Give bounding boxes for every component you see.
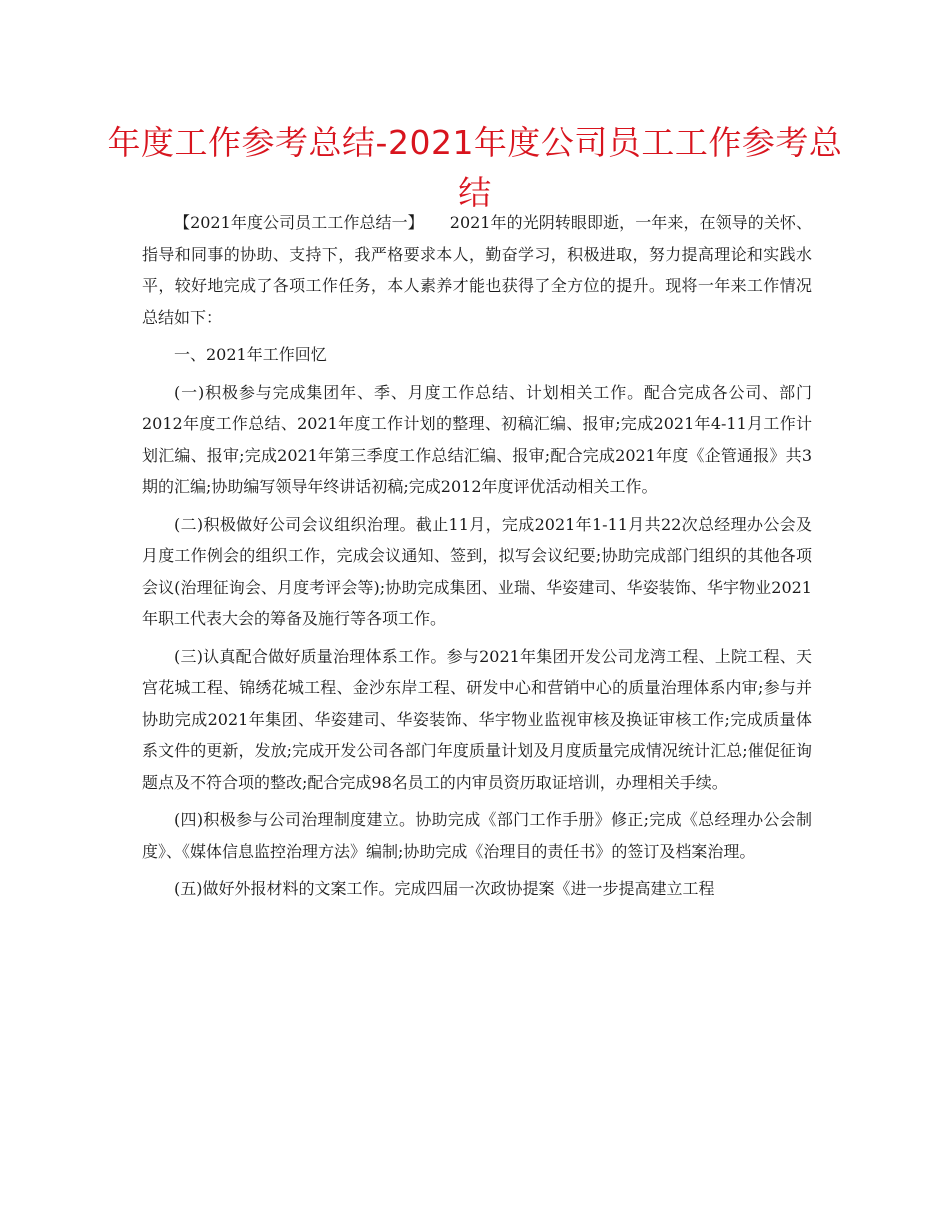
- paragraph-item-1: (一)积极参与完成集团年、季、月度工作总结、计划相关工作。配合完成各公司、部门2012年度工作总结、2021年度工作计划的整理、初稿汇编、报审;完成2021年4-11月工作计划汇编、报审;完成2021年第三季度工作总结汇编、报审;配合完成2021年度《企管通报》共3期的汇编;协助编写领导年终讲话初稿;完成2012年度评优活动相关工作。: [142, 382, 812, 496]
- document-title: 年度工作参考总结-2021年度公司员工工作参考总结: [107, 123, 843, 212]
- paragraph-item-3: (三)认真配合做好质量治理体系工作。参与2021年集团开发公司龙湾工程、上院工程、天宫花城工程、锦绣花城工程、金沙东岸工程、研发中心和营销中心的质量治理体系内审;参与并协助完成2021年集团、华姿建司、华姿装饰、华宇物业监视审核及换证审核工作;完成质量体系文件的更新，发放;完成开发公司各部门年度质量计划及月度质量完成情况统计汇总;催促征询题点及不符合项的整改;配合完成98名员工的内审员资历取证培训，办理相关手续。: [142, 646, 812, 792]
- paragraph-item-5: (五)做好外报材料的文案工作。完成四届一次政协提案《进一步提高建立工程: [174, 879, 715, 898]
- paragraph-section-heading: 一、2021年工作回忆: [174, 345, 327, 364]
- paragraph-intro: 【2021年度公司员工工作总结一】 2021年的光阴转眼即逝，一年来，在领导的关怀、指导和同事的协助、支持下，我严格要求本人，勤奋学习，积极进取，努力提高理论和实践水平，较好地完成了各项工作任务，本人素养才能也获得了全方位的提升。现将一年来工作情况总结如下：: [142, 213, 812, 327]
- paragraph-item-2: (二)积极做好公司会议组织治理。截止11月，完成2021年1-11月共22次总经理办公会及月度工作例会的组织工作，完成会议通知、签到，拟写会议纪要;协助完成部门组织的其他各项会议(治理征询会、月度考评会等);协助完成集团、业瑞、华姿建司、华姿装饰、华宇物业2021年职工代表大会的筹备及施行等各项工作。: [142, 514, 812, 628]
- document-body: [142, 207, 812, 911]
- paragraph-item-4: (四)积极参与公司治理制度建立。协助完成《部门工作手册》修正;完成《总经理办公会制度》、《媒体信息监控治理方法》编制;协助完成《治理目的责任书》的签订及档案治理。: [142, 810, 812, 861]
- section-heading-marker: 【2021年度公司员工工作总结一】: [174, 213, 424, 232]
